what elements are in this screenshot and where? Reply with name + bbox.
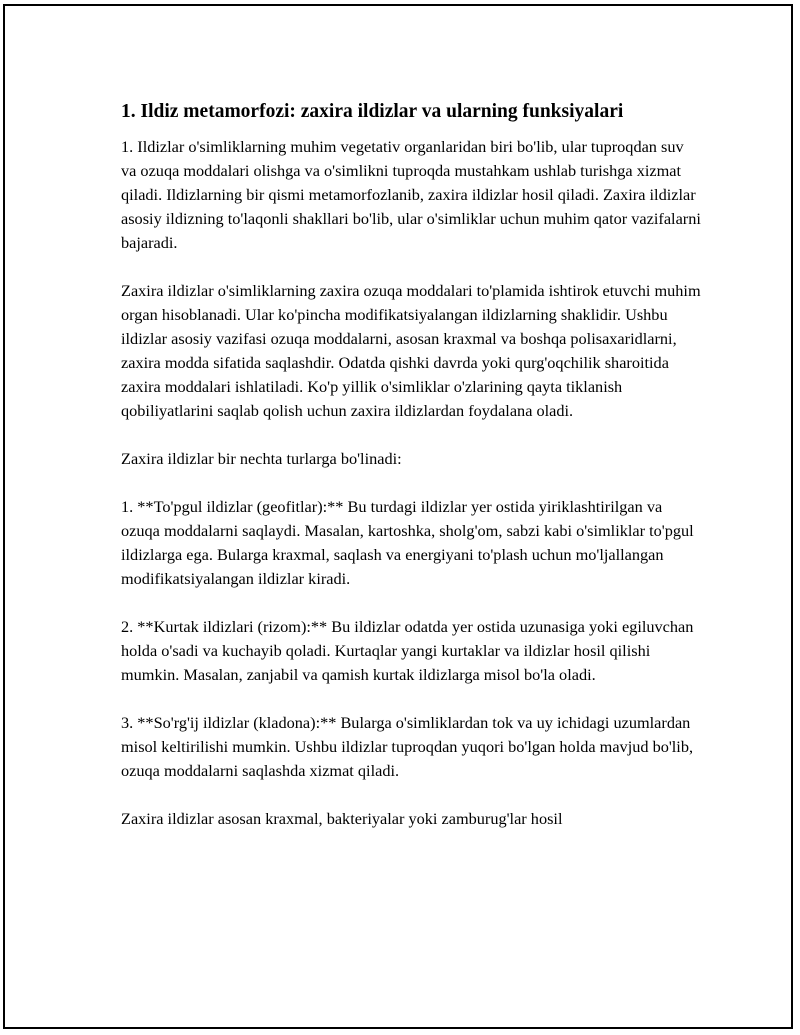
paragraph-intro: 1. Ildizlar o'simliklarning muhim vegetativ organlaridan biri bo'lib, ular tuproqdan suv va ozuqa moddalari olishga va o'simlikni tuproqda mustahkam ushlab turishga xizmat qiladi. Ildizlarning bir qismi metamorfozlanib, zaxira ildizlar hosil qiladi. Zaxira ildizlar asosiy ildizning to'laqonli shakllari bo'lib, ular o'simliklar uchun muhim qator vazifalarni bajaradi.	[121, 137, 701, 252]
paragraph-type-3: 3. **So'rg'ij ildizlar (kladona):** Bularga o'simliklardan tok va uy ichidagi uzumlardan misol keltirilishi mumkin. Ushbu ildizlar tuproqdan yuqori bo'lgan holda mavjud bo'lib, ozuqa moddalarni saqlashda xizmat qiladi.	[121, 713, 694, 780]
paragraph-storage-roots: Zaxira ildizlar o'simliklarning zaxira ozuqa moddalari to'plamida ishtirok etuvchi muhim organ hisoblanadi. Ular ko'pincha modifikatsiyalangan ildizlarning shaklidir. Ushbu ildizlar asosiy vazifasi ozuqa moddalarni, asosan kraxmal va boshqa polisaxaridlarni, zaxira modda sifatida saqlashdir. Odatda qishki davrda yoki qurg'oqchilik sharoitida zaxira moddalari ishlatiladi. Ko'p yillik o'simliklar o'zlarining qayta tiklanish qobiliyatlarini saqlab qolish uchun zaxira ildizlardan foydalana oladi.	[121, 281, 701, 420]
document-content	[121, 98, 701, 855]
document-page	[3, 4, 793, 1029]
paragraph-types-intro: Zaxira ildizlar bir nechta turlarga bo'linadi:	[121, 449, 402, 468]
paragraph-type-2: 2. **Kurtak ildizlari (rizom):** Bu ildizlar odatda yer ostida uzunasiga yoki egiluvchan holda o'sadi va kuchayib qoladi. Kurtaqlar yangi kurtaklar va ildizlar hosil qilishi mumkin. Masalan, zanjabil va qamish kurtak ildizlarga misol bo'la oladi.	[121, 617, 694, 684]
paragraph-type-1: 1. **To'pgul ildizlar (geofitlar):** Bu turdagi ildizlar yer ostida yiriklashtirilgan va ozuqa moddalarni saqlaydi. Masalan, kartoshka, sholg'om, sabzi kabi o'simliklar to'pgul ildizlarga ega. Bularga kraxmal, saqlash va energiyani to'plash uchun mo'ljallangan modifikatsiyalangan ildizlar kiradi.	[121, 497, 694, 588]
document-title: 1. Ildiz metamorfozi: zaxira ildizlar va ularning funksiyalari	[121, 101, 624, 122]
paragraph-closing: Zaxira ildizlar asosan kraxmal, bakteriyalar yoki zamburug'lar hosil	[121, 809, 563, 828]
